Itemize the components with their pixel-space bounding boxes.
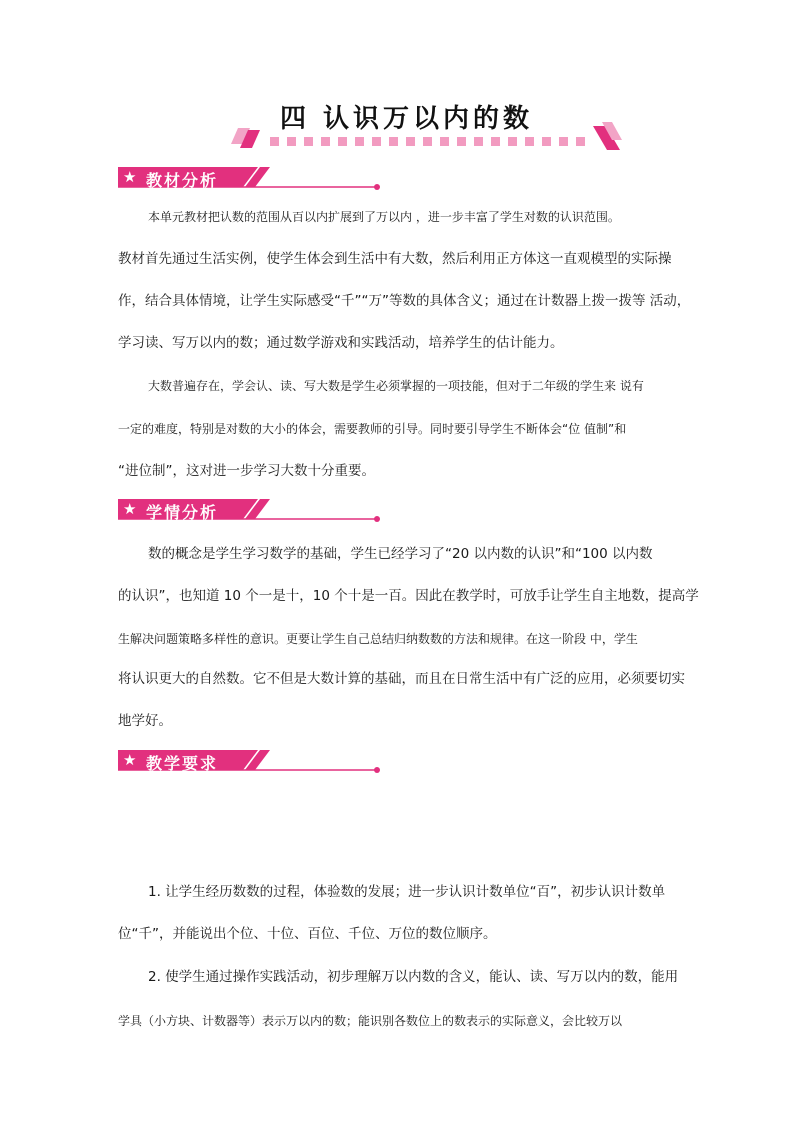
- paragraph-line: 将认识更大的自然数。它不但是大数计算的基础，而且在日常生活中有广泛的应用，必须要切实: [118, 671, 685, 687]
- section-header-student-analysis: [118, 497, 383, 525]
- star-icon: ★: [123, 500, 137, 518]
- section-title: 教材分析: [146, 171, 219, 190]
- paragraph-line: 大数普遍存在，学会认、读、写大数是学生必须掌握的一项技能，但对于二年级的学生来 说有: [148, 379, 644, 393]
- paragraph-line: 2. 使学生通过操作实践活动，初步理解万以内数的含义，能认、读、写万以内的数，能用: [148, 969, 679, 985]
- paragraph-line: 位“千”，并能说出个位、十位、百位、千位、万位的数位顺序。: [118, 926, 497, 942]
- paragraph-line: “进位制”，这对进一步学习大数十分重要。: [118, 463, 375, 479]
- section-header-teaching-requirements: [118, 748, 383, 776]
- paragraph-line: 作，结合具体情境，让学生实际感受“千”“万”等数的具体含义；通过在计数器上拨一拨等 活动，: [118, 293, 691, 309]
- paragraph-line: 地学好。: [118, 713, 172, 729]
- star-icon: ★: [123, 168, 137, 186]
- paragraph-line: 的认识”，也知道 10 个一是十，10 个十是一百。因此在教学时，可放手让学生自主地数，提高学: [118, 588, 699, 604]
- paragraph-line: 学习读、写万以内的数；通过数学游戏和实践活动，培养学生的估计能力。: [118, 335, 564, 351]
- paragraph-line: 本单元教材把认数的范围从百以内扩展到了万以内 ，进一步丰富了学生对数的认识范围。: [148, 210, 620, 224]
- paragraph-line: 学具（小方块、计数器等）表示万以内的数；能识别各数位上的数表示的实际意义，会比较万以: [118, 1014, 623, 1028]
- paragraph-line: 生解决问题策略多样性的意识。更要让学生自己总结归纳数数的方法和规律。在这一阶段 中，学生: [118, 632, 638, 646]
- chapter-title: 四 认识万以内的数: [280, 104, 534, 134]
- section-title: 学情分析: [146, 503, 219, 522]
- section-header-textbook-analysis: [118, 165, 383, 193]
- section-title: 教学要求: [146, 754, 219, 773]
- paragraph-line: 数的概念是学生学习数学的基础，学生已经学习了“20 以内数的认识”和“100 以内数: [148, 546, 653, 562]
- star-icon: ★: [123, 751, 137, 769]
- paragraph-line: 一定的难度，特别是对数的大小的体会，需要教师的引导。同时要引导学生不断体会“位 值制”和: [118, 422, 627, 436]
- title-decoration: [230, 122, 625, 162]
- paragraph-line: 1. 让学生经历数数的过程，体验数的发展；进一步认识计数单位“百”，初步认识计数单: [148, 884, 666, 900]
- paragraph-line: 教材首先通过生活实例，使学生体会到生活中有大数，然后利用正方体这一直观模型的实际操: [118, 251, 672, 267]
